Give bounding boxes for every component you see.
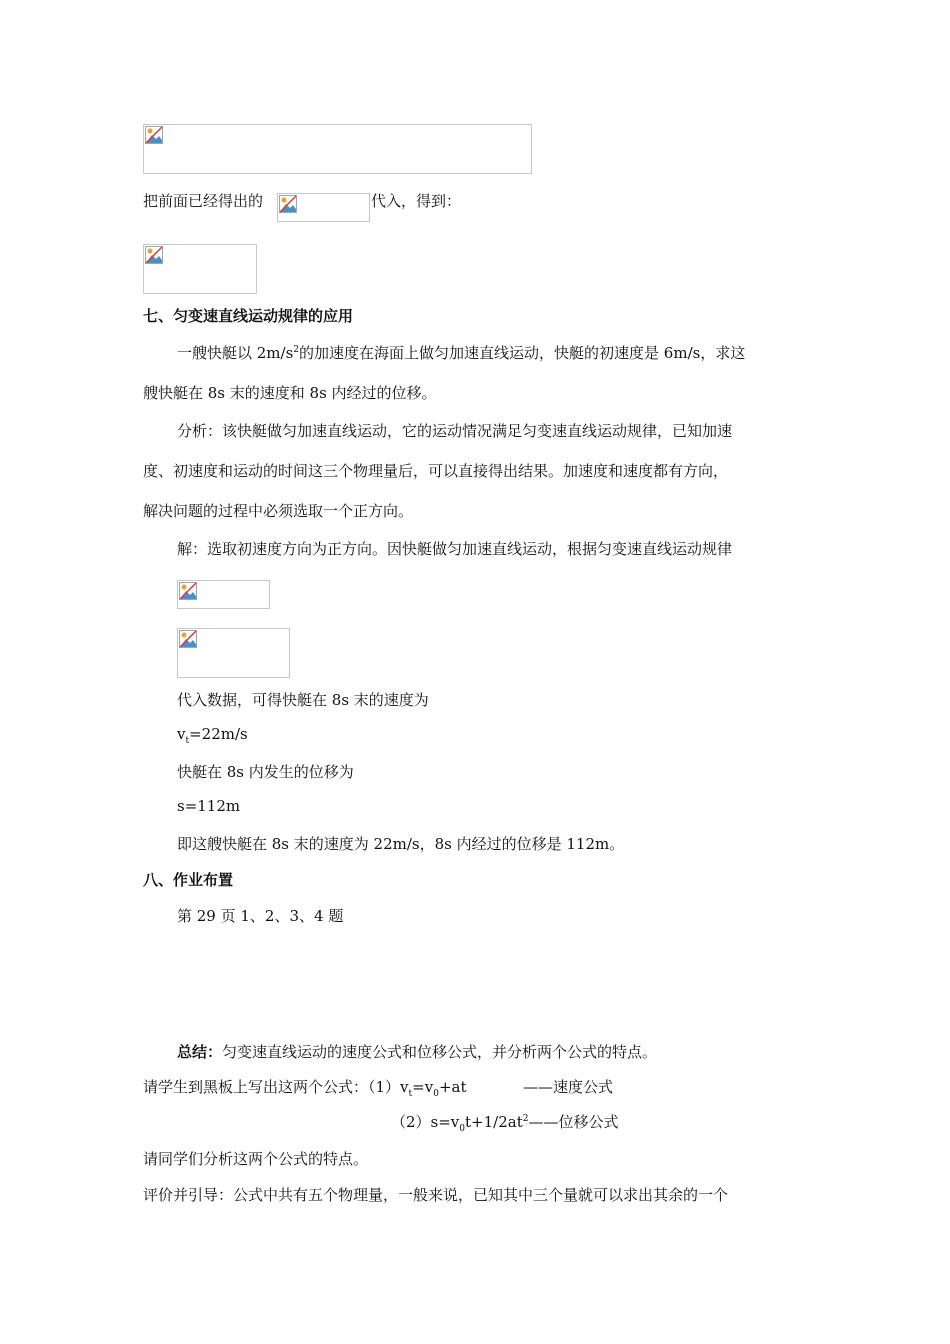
broken-image-icon [279,195,297,213]
problem-line-2: 艘快艇在 8s 末的速度和 8s 内经过的位移。 [143,384,437,402]
velocity-formula-label: ——速度公式 [523,1078,614,1096]
broken-image-icon [145,246,163,264]
section-heading-7: 七、匀变速直线运动规律的应用 [143,307,354,325]
s-result: s=112m [177,797,241,815]
section-heading-8: 八、作业布置 [143,871,234,889]
formula-image-2 [143,244,257,294]
text-substitute-pre: 把前面已经得出的 [143,192,264,210]
formula-image-1 [143,124,532,174]
formula-line-1: 请学生到黑板上写出这两个公式：$(1)v_t=v_0+at$ [143,1078,467,1099]
vt-result: $v_t=22m/s$ [177,725,248,746]
formula-image-inline [277,193,370,222]
homework-line: 第 29 页 1、2、3、4 题 [177,907,344,925]
formula-image-3 [177,580,270,609]
conclusion-line: 即这艘快艇在 8s 末的速度为 22m/s，8s 内经过的位移是 112m。 [177,835,625,853]
substitute-data-line: 代入数据，可得快艇在 8s 末的速度为 [177,691,429,709]
paragraph-substitute [143,190,263,211]
problem-line-1: 一艘快艇以 $2m/s^2$的加速度在海面上做匀加速直线运动，快艇的初速度是 6m/s，求这 [177,344,746,362]
analysis-line-3: 解决问题的过程中必须选取一个正方向。 [143,502,414,520]
evaluate-line: 评价并引导：公式中共有五个物理量，一般来说，已知其中三个量就可以求出其余的一个 [143,1186,729,1204]
broken-image-icon [179,630,197,648]
broken-image-icon [145,126,163,144]
analyze-line: 请同学们分析这两个公式的特点。 [143,1150,369,1168]
analysis-line-2: 度、初速度和运动的时间这三个物理量后，可以直接得出结果。加速度和速度都有方向， [143,462,729,480]
analysis-line-1: 分析：该快艇做匀加速直线运动，它的运动情况满足匀变速直线运动规律，已知加速 [177,422,733,440]
text-substitute-post: 代入，得到： [371,192,462,210]
formula-line-2: $(2)s=v_0t+1/2at^2——$位移公式 [391,1113,619,1134]
solution-line: 解：选取初速度方向为正方向。因快艇做匀加速直线运动，根据匀变速直线运动规律 [177,540,733,558]
broken-image-icon [179,582,197,600]
displacement-line: 快艇在 8s 内发生的位移为 [177,763,354,781]
summary-line: 总结：匀变速直线运动的速度公式和位移公式，并分析两个公式的特点。 [177,1043,658,1061]
formula-image-4 [177,628,290,678]
